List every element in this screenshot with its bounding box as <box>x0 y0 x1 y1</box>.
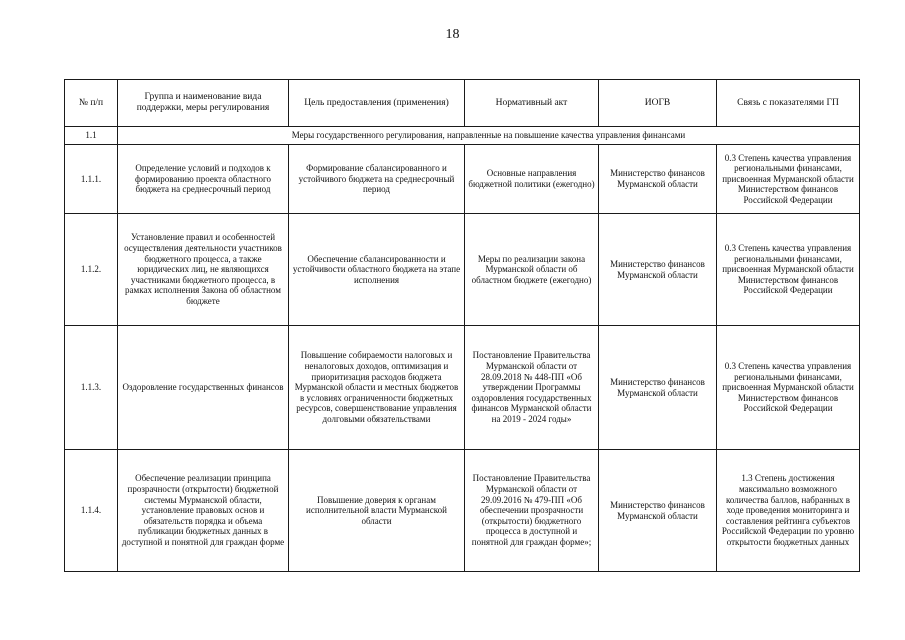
row-iogv: Министерство финансов Мурманской области <box>599 214 717 326</box>
row-link: 0.3 Степень качества управления региональными финансами, присвоенная Мурманской области Министерством финансов Российской Федерации <box>717 214 860 326</box>
row-group: Определение условий и подходов к формированию проекта областного бюджета на среднесрочный период <box>118 145 289 214</box>
row-group: Установление правил и особенностей осуществления деятельности участников бюджетного процесса, а также юридических лиц, не являющихся участниками бюджетного процесса, в рамках исполнения Закона об областном бюджете <box>118 214 289 326</box>
row-act: Основные направления бюджетной политики (ежегодно) <box>465 145 599 214</box>
row-iogv: Министерство финансов Мурманской области <box>599 326 717 450</box>
table-row <box>65 326 860 450</box>
row-goal: Повышение собираемости налоговых и неналоговых доходов, оптимизация и приоритизация расходов бюджета Мурманской области и местных бюджетов в условиях ограниченности бюджетных ресурсов, совершенствование управления долговыми обязательствами <box>289 326 465 450</box>
table-row <box>65 214 860 326</box>
row-number: 1.1.4. <box>65 450 118 572</box>
row-act: Меры по реализации закона Мурманской области об областном бюджете (ежегодно) <box>465 214 599 326</box>
table-header-row <box>65 80 860 127</box>
row-group: Оздоровление государственных финансов <box>118 326 289 450</box>
row-goal: Формирование сбалансированного и устойчивого бюджета на среднесрочный период <box>289 145 465 214</box>
row-act: Постановление Правительства Мурманской области от 28.09.2018 № 448-ПП «Об утверждении Программы оздоровления государственных финансов Мурманской области на 2019 - 2024 годы» <box>465 326 599 450</box>
row-goal: Повышение доверия к органам исполнительной власти Мурманской области <box>289 450 465 572</box>
row-link: 0.3 Степень качества управления региональными финансами, присвоенная Мурманской области Министерством финансов Российской Федерации <box>717 145 860 214</box>
header-iogv: ИОГВ <box>599 80 717 127</box>
header-number: № п/п <box>65 80 118 127</box>
section-row <box>65 127 860 145</box>
page-number: 18 <box>445 27 460 42</box>
header-act: Нормативный акт <box>465 80 599 127</box>
row-iogv: Министерство финансов Мурманской области <box>599 450 717 572</box>
row-link: 0.3 Степень качества управления региональными финансами, присвоенная Мурманской области Министерством финансов Российской Федерации <box>717 326 860 450</box>
measures-table <box>64 79 860 572</box>
section-number: 1.1 <box>65 127 118 145</box>
row-number: 1.1.1. <box>65 145 118 214</box>
section-title: Меры государственного регулирования, направленные на повышение качества управления финансами <box>118 127 860 145</box>
header-group: Группа и наименование вида поддержки, меры регулирования <box>118 80 289 127</box>
table-row <box>65 145 860 214</box>
row-number: 1.1.2. <box>65 214 118 326</box>
row-goal: Обеспечение сбалансированности и устойчивости областного бюджета на этапе исполнения <box>289 214 465 326</box>
row-act: Постановление Правительства Мурманской области от 29.09.2016 № 479-ПП «Об обеспечении прозрачности (открытости) бюджетного процесса в доступной и понятной для граждан форме»; <box>465 450 599 572</box>
table-row <box>65 450 860 572</box>
row-iogv: Министерство финансов Мурманской области <box>599 145 717 214</box>
row-link: 1.3 Степень достижения максимально возможного количества баллов, набранных в ходе проведения мониторинга и составления рейтинга субъектов Российской Федерации по уровню открытости бюджетных данных <box>717 450 860 572</box>
row-number: 1.1.3. <box>65 326 118 450</box>
header-link: Связь с показателями ГП <box>717 80 860 127</box>
row-group: Обеспечение реализации принципа прозрачности (открытости) бюджетной системы Мурманской области, установление правовых основ и обязательств порядка и объема публикации бюджетных данных в доступной и понятной для граждан форме <box>118 450 289 572</box>
header-goal: Цель предоставления (применения) <box>289 80 465 127</box>
